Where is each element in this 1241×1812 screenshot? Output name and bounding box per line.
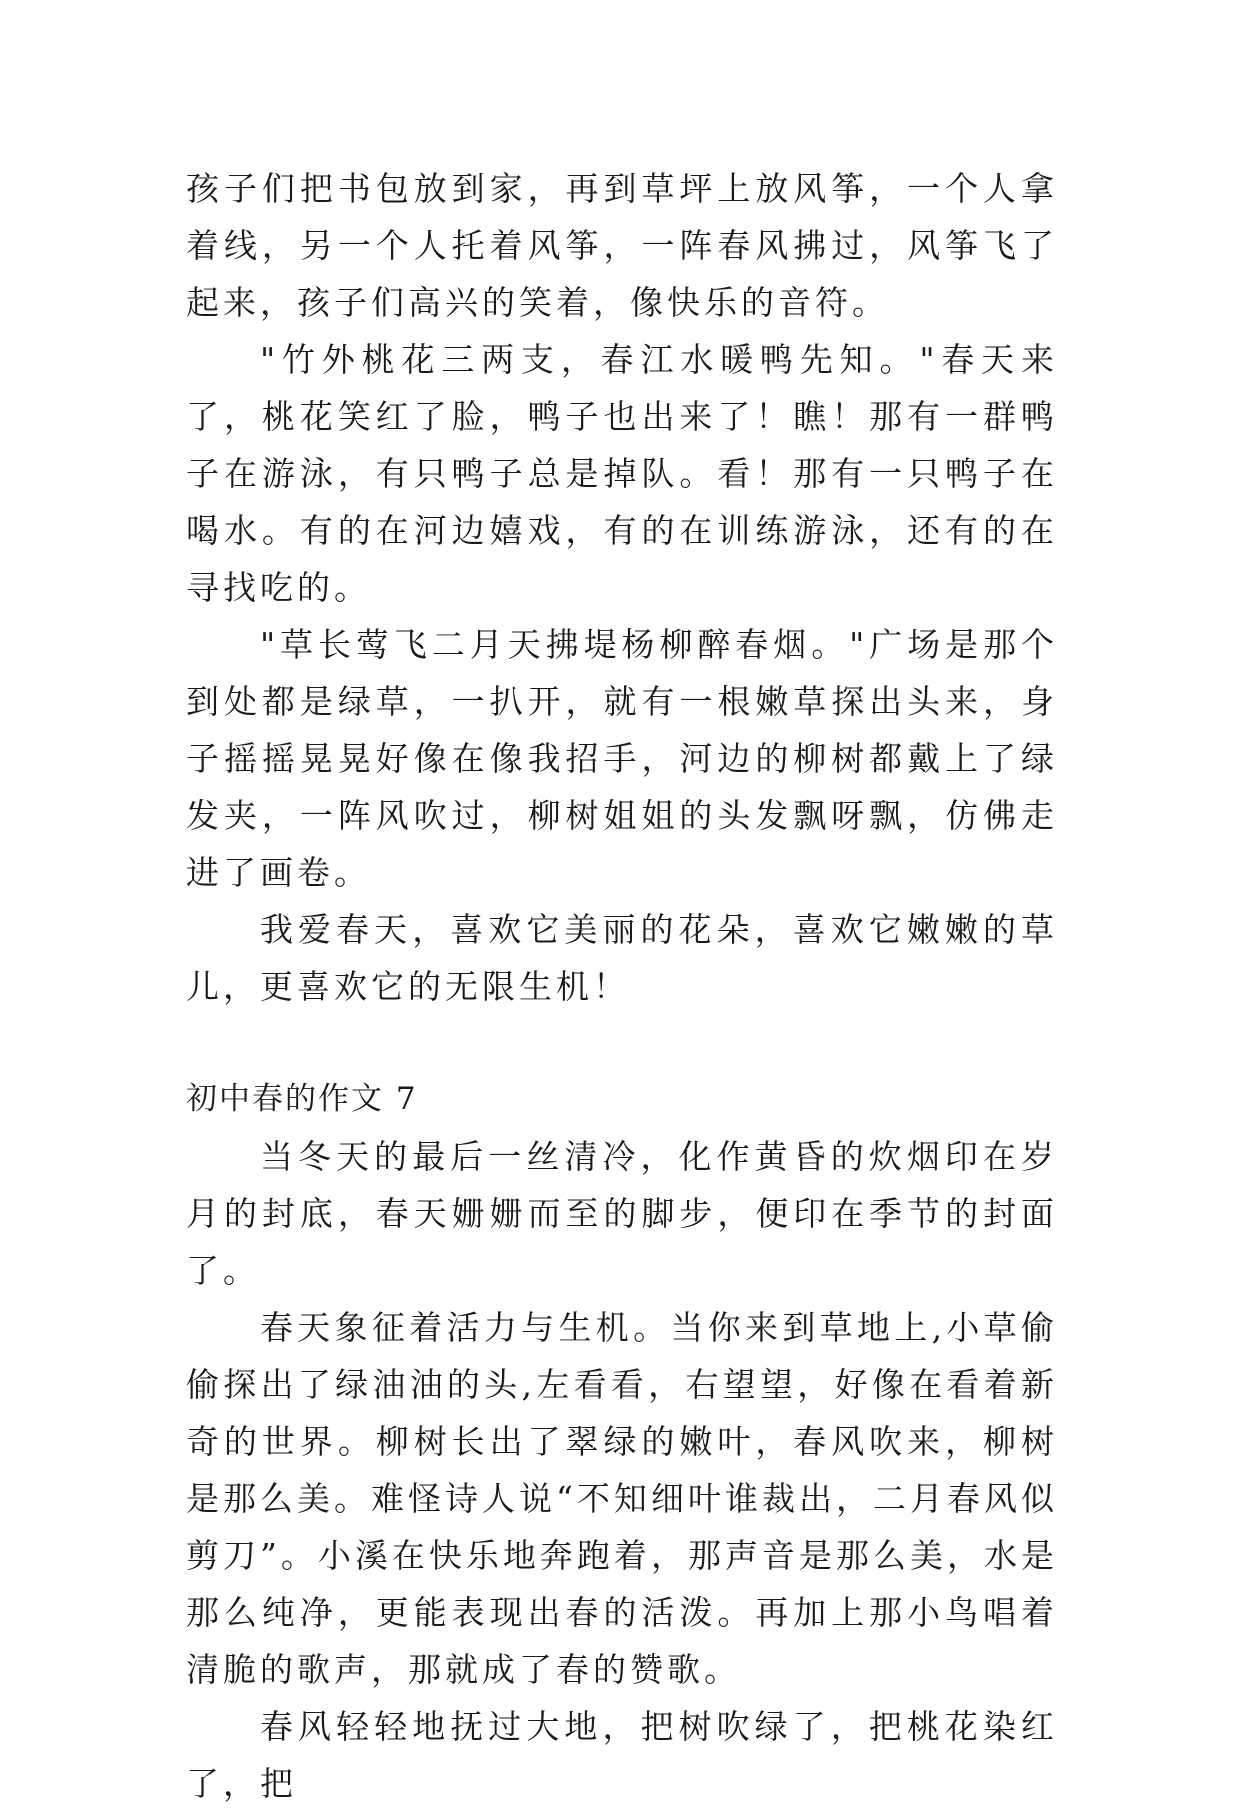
paragraph-vitality: 春天象征着活力与生机。当你来到草地上,小草偷偷探出了绿油油的头,左看看，右望望，好像在看着新奇的世界。柳树长出了翠绿的嫩叶，春风吹来，柳树是那么美。难怪诗人说“不知细叶谁裁出，二月春风似剪刀”。小溪在快乐地奔跑着，那声音是那么美，水是那么纯净，更能表现出春的活泼。再加上那小鸟唱着清脆的歌声，那就成了春的赞歌。 — [186, 1308, 1058, 1689]
paragraph-winter-end: 当冬天的最后一丝清冷，化作黄昏的炊烟印在岁月的封底，春天姗姗而至的脚步，便印在季节的封面了。 — [186, 1137, 1058, 1290]
paragraph-ducks: "竹外桃花三两支，春江水暖鸭先知。"春天来了，桃花笑红了脸，鸭子也出来了！瞧！那有一群鸭子在游泳，有只鸭子总是掉队。看！那有一只鸭子在喝水。有的在河边嬉戏，有的在训练游泳，还有的在寻找吃的。 — [186, 340, 1058, 607]
document-body — [186, 160, 1058, 1812]
paragraph-willow: "草长莺飞二月天拂堤杨柳醉春烟。"广场是那个到处都是绿草，一扒开，就有一根嫩草探出头来，身子摇摇晃晃好像在像我招手，河边的柳树都戴上了绿发夹，一阵风吹过，柳树姐姐的头发飘呀飘，仿佛走进了画卷。 — [186, 625, 1058, 892]
section-gap — [186, 1015, 1058, 1071]
paragraph-spring-wind: 春风轻轻地抚过大地，把树吹绿了，把桃花染红了，把 — [186, 1707, 1058, 1803]
paragraph-kite: 孩子们把书包放到家，再到草坪上放风筝，一个人拿着线，另一个人托着风筝，一阵春风拂过，风筝飞了起来，孩子们高兴的笑着，像快乐的音符。 — [186, 169, 1058, 322]
paragraph-love-spring: 我爱春天，喜欢它美丽的花朵，喜欢它嫩嫩的草儿，更喜欢它的无限生机！ — [186, 910, 1058, 1006]
section-title: 初中春的作文 7 — [186, 1081, 418, 1117]
